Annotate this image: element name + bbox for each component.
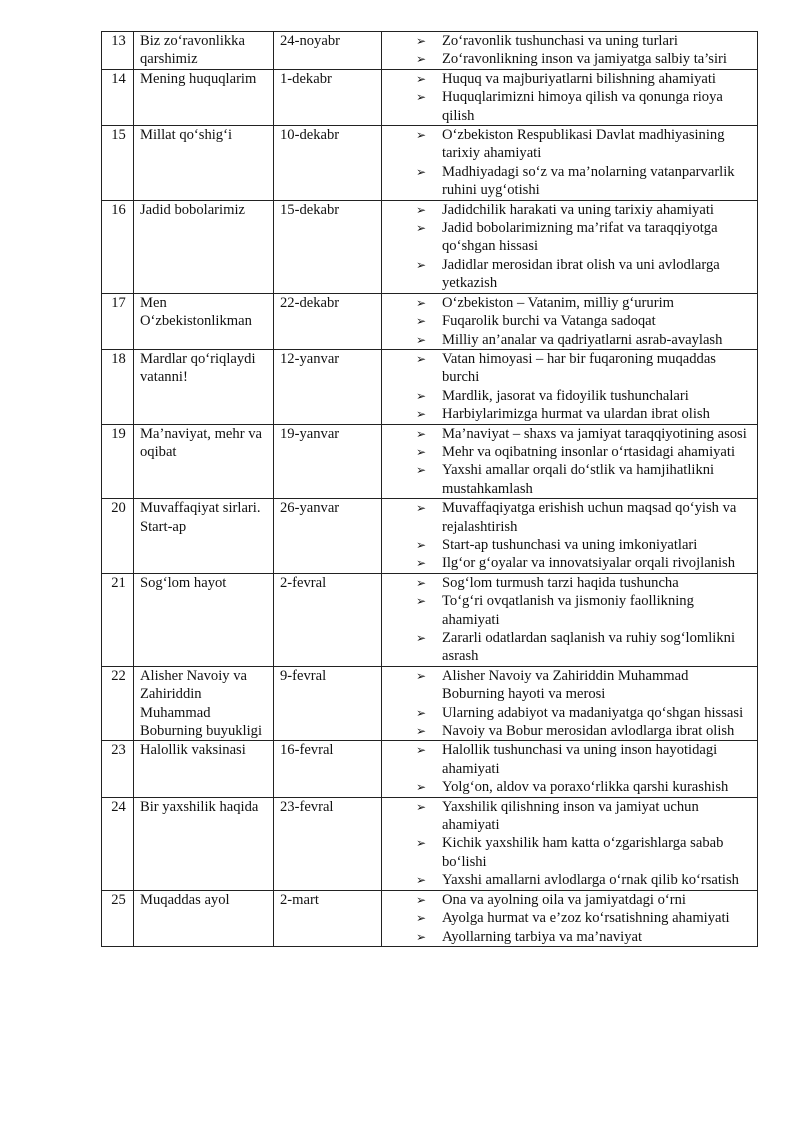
list-item: ➢ Ayollarning tarbiya va ma’naviyat — [416, 928, 753, 946]
lesson-number-cell: 15 — [102, 126, 134, 201]
lesson-number-cell: 16 — [102, 200, 134, 293]
lesson-date-cell: 22-dekabr — [274, 293, 382, 349]
lesson-points-list — [388, 667, 753, 741]
list-item: ➢ Ayolga hurmat va e’zoz ko‘rsatishning ahamiyati — [416, 909, 753, 927]
list-item: ➢ Ma’naviyat – shaxs va jamiyat taraqqiyotining asosi — [416, 425, 753, 443]
list-item: ➢ O‘zbekiston – Vatanim, milliy g‘ururim — [416, 294, 753, 312]
lesson-points-list — [388, 294, 753, 349]
list-item: ➢ To‘g‘ri ovqatlanish va jismoniy faollikning ahamiyati — [416, 592, 753, 629]
lesson-points-cell — [382, 797, 758, 890]
list-item: ➢ Mardlik, jasorat va fidoyilik tushunchalari — [416, 387, 753, 405]
table-row-16 — [102, 200, 758, 293]
lesson-number-cell: 19 — [102, 424, 134, 499]
table-row-23 — [102, 741, 758, 797]
lesson-number-cell: 17 — [102, 293, 134, 349]
lesson-date-cell: 26-yanvar — [274, 499, 382, 574]
lesson-topic-cell: Bir yaxshilik haqida — [134, 797, 274, 890]
lesson-topic-cell: Millat qo‘shig‘i — [134, 126, 274, 201]
lesson-points-list — [388, 798, 753, 890]
table-row-13 — [102, 32, 758, 70]
lesson-points-list — [388, 350, 753, 424]
lesson-points-cell — [382, 126, 758, 201]
list-item: ➢ Yaxshilik qilishning inson va jamiyat uchun ahamiyati — [416, 798, 753, 835]
lesson-points-cell — [382, 32, 758, 70]
lesson-topic-cell: Mardlar qo‘riqlaydi vatanni! — [134, 349, 274, 424]
list-item: ➢ Huquq va majburiyatlarni bilishning ahamiyati — [416, 70, 753, 88]
lesson-points-list — [388, 574, 753, 666]
table-row-24 — [102, 797, 758, 890]
table-row-19 — [102, 424, 758, 499]
lesson-number-cell: 14 — [102, 69, 134, 125]
list-item: ➢ Muvaffaqiyatga erishish uchun maqsad qo‘yish va rejalashtirish — [416, 499, 753, 536]
table-row-25 — [102, 890, 758, 946]
lesson-date-cell: 9-fevral — [274, 666, 382, 741]
list-item: ➢ Halollik tushunchasi va uning inson hayotidagi ahamiyati — [416, 741, 753, 778]
lesson-number-cell: 23 — [102, 741, 134, 797]
lesson-number-cell: 13 — [102, 32, 134, 70]
list-item: ➢ O‘zbekiston Respublikasi Davlat madhiyasining tarixiy ahamiyati — [416, 126, 753, 163]
lesson-topic-cell: Muqaddas ayol — [134, 890, 274, 946]
list-item: ➢ Jadid bobolarimizning ma’rifat va taraqqiyotga qo‘shgan hissasi — [416, 219, 753, 256]
lesson-points-cell — [382, 69, 758, 125]
lesson-points-list — [388, 891, 753, 946]
lesson-points-cell — [382, 200, 758, 293]
table-row-14 — [102, 69, 758, 125]
list-item: ➢ Yaxshi amallar orqali do‘stlik va hamjihatlikni mustahkamlash — [416, 461, 753, 498]
lesson-number-cell: 21 — [102, 573, 134, 666]
lesson-points-list — [388, 126, 753, 200]
lesson-date-cell: 12-yanvar — [274, 349, 382, 424]
schedule-table-body — [102, 32, 758, 947]
lesson-topic-cell: Alisher Navoiy va Zahiriddin Muhammad Boburning buyukligi — [134, 666, 274, 741]
list-item: ➢ Zararli odatlardan saqlanish va ruhiy sog‘lomlikni asrash — [416, 629, 753, 666]
lesson-topic-cell: Men O‘zbekistonlikman — [134, 293, 274, 349]
list-item: ➢ Sog‘lom turmush tarzi haqida tushuncha — [416, 574, 753, 592]
lesson-schedule-table — [101, 31, 758, 947]
lesson-date-cell: 10-dekabr — [274, 126, 382, 201]
list-item: ➢ Mehr va oqibatning insonlar o‘rtasidagi ahamiyati — [416, 443, 753, 461]
lesson-points-list — [388, 70, 753, 125]
list-item: ➢ Milliy an’analar va qadriyatlarni asrab-avaylash — [416, 331, 753, 349]
table-row-20 — [102, 499, 758, 574]
lesson-points-cell — [382, 499, 758, 574]
list-item: ➢ Vatan himoyasi – har bir fuqaroning muqaddas burchi — [416, 350, 753, 387]
list-item: ➢ Fuqarolik burchi va Vatanga sadoqat — [416, 312, 753, 330]
lesson-topic-cell: Jadid bobolarimiz — [134, 200, 274, 293]
list-item: ➢ Jadidlar merosidan ibrat olish va uni avlodlarga yetkazish — [416, 256, 753, 293]
lesson-date-cell: 15-dekabr — [274, 200, 382, 293]
list-item: ➢ Navoiy va Bobur merosidan avlodlarga ibrat olish — [416, 722, 753, 740]
list-item: ➢ Ilg‘or g‘oyalar va innovatsiyalar orqali rivojlanish — [416, 554, 753, 572]
lesson-points-cell — [382, 349, 758, 424]
lesson-topic-cell: Ma’naviyat, mehr va oqibat — [134, 424, 274, 499]
lesson-topic-cell: Muvaffaqiyat sirlari. Start-ap — [134, 499, 274, 574]
list-item: ➢ Huquqlarimizni himoya qilish va qonunga rioya qilish — [416, 88, 753, 125]
list-item: ➢ Alisher Navoiy va Zahiriddin Muhammad Boburning hayoti va merosi — [416, 667, 753, 704]
lesson-number-cell: 18 — [102, 349, 134, 424]
lesson-date-cell: 1-dekabr — [274, 69, 382, 125]
lesson-points-cell — [382, 741, 758, 797]
lesson-topic-cell: Biz zo‘ravonlikka qarshimiz — [134, 32, 274, 70]
lesson-points-cell — [382, 890, 758, 946]
list-item: ➢ Zo‘ravonlik tushunchasi va uning turlari — [416, 32, 753, 50]
lesson-date-cell: 2-fevral — [274, 573, 382, 666]
list-item: ➢ Yaxshi amallarni avlodlarga o‘rnak qilib ko‘rsatish — [416, 871, 753, 889]
lesson-number-cell: 24 — [102, 797, 134, 890]
table-row-17 — [102, 293, 758, 349]
list-item: ➢ Jadidchilik harakati va uning tarixiy ahamiyati — [416, 201, 753, 219]
list-item: ➢ Zo‘ravonlikning inson va jamiyatga salbiy ta’siri — [416, 50, 753, 68]
list-item: ➢ Madhiyadagi so‘z va ma’nolarning vatanparvarlik ruhini uyg‘otishi — [416, 163, 753, 200]
lesson-date-cell: 2-mart — [274, 890, 382, 946]
lesson-topic-cell: Sog‘lom hayot — [134, 573, 274, 666]
lesson-number-cell: 25 — [102, 890, 134, 946]
lesson-points-cell — [382, 293, 758, 349]
list-item: ➢ Ona va ayolning oila va jamiyatdagi o‘rni — [416, 891, 753, 909]
lesson-date-cell: 16-fevral — [274, 741, 382, 797]
document-page — [101, 31, 757, 947]
lesson-number-cell: 22 — [102, 666, 134, 741]
lesson-points-cell — [382, 666, 758, 741]
lesson-points-cell — [382, 573, 758, 666]
lesson-points-list — [388, 425, 753, 499]
lesson-topic-cell: Mening huquqlarim — [134, 69, 274, 125]
list-item: ➢ Yolg‘on, aldov va poraxo‘rlikka qarshi kurashish — [416, 778, 753, 796]
lesson-points-list — [388, 201, 753, 293]
lesson-date-cell: 19-yanvar — [274, 424, 382, 499]
table-row-15 — [102, 126, 758, 201]
table-row-18 — [102, 349, 758, 424]
list-item: ➢ Harbiylarimizga hurmat va ulardan ibrat olish — [416, 405, 753, 423]
list-item: ➢ Start-ap tushunchasi va uning imkoniyatlari — [416, 536, 753, 554]
lesson-date-cell: 24-noyabr — [274, 32, 382, 70]
lesson-points-list — [388, 499, 753, 573]
list-item: ➢ Kichik yaxshilik ham katta o‘zgarishlarga sabab bo‘lishi — [416, 834, 753, 871]
table-row-21 — [102, 573, 758, 666]
lesson-points-list — [388, 32, 753, 69]
table-row-22 — [102, 666, 758, 741]
lesson-points-list — [388, 741, 753, 796]
lesson-points-cell — [382, 424, 758, 499]
lesson-number-cell: 20 — [102, 499, 134, 574]
lesson-topic-cell: Halollik vaksinasi — [134, 741, 274, 797]
lesson-date-cell: 23-fevral — [274, 797, 382, 890]
list-item: ➢ Ularning adabiyot va madaniyatga qo‘shgan hissasi — [416, 704, 753, 722]
